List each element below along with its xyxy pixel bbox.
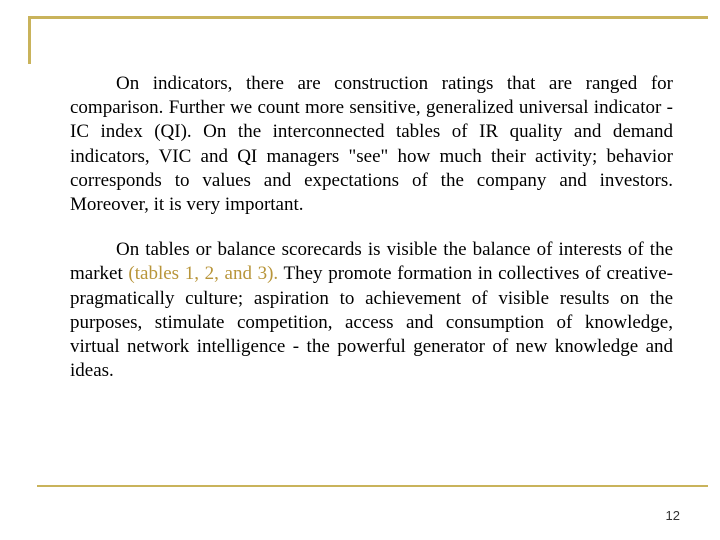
- paragraph-balance-text-end: They promote formation in collectives of creative-pragmatically culture; aspiration to achievement of visible results on the purposes, stimulate competition, access and consumption of knowledge, virtual network intelligence - the powerful generator of new knowledge and ideas.: [70, 263, 673, 382]
- paragraph-indicators: [70, 72, 673, 217]
- paragraph-balance-scorecards: [70, 238, 673, 383]
- header-decoration-frame: [28, 16, 708, 64]
- page-number: 12: [665, 508, 680, 523]
- footer-divider-line: [37, 485, 708, 487]
- paragraph-indicators-text: On indicators, there are construction ratings that are ranged for comparison. Further we count more sensitive, generalized universal indicator - IC index (QI). On the interconnected tables of IR quality and demand indicators, VIC and QI managers "see" how much their activity; behavior corresponds to values and expectations of the company and investors. Moreover, it is very important.: [70, 73, 673, 216]
- paragraph-balance-text-start: On tables or balance scorecards is visible the balance of interests of the market: [70, 239, 673, 285]
- slide-body: [70, 72, 673, 404]
- tables-reference-highlight: (tables 1, 2, and 3).: [128, 263, 279, 285]
